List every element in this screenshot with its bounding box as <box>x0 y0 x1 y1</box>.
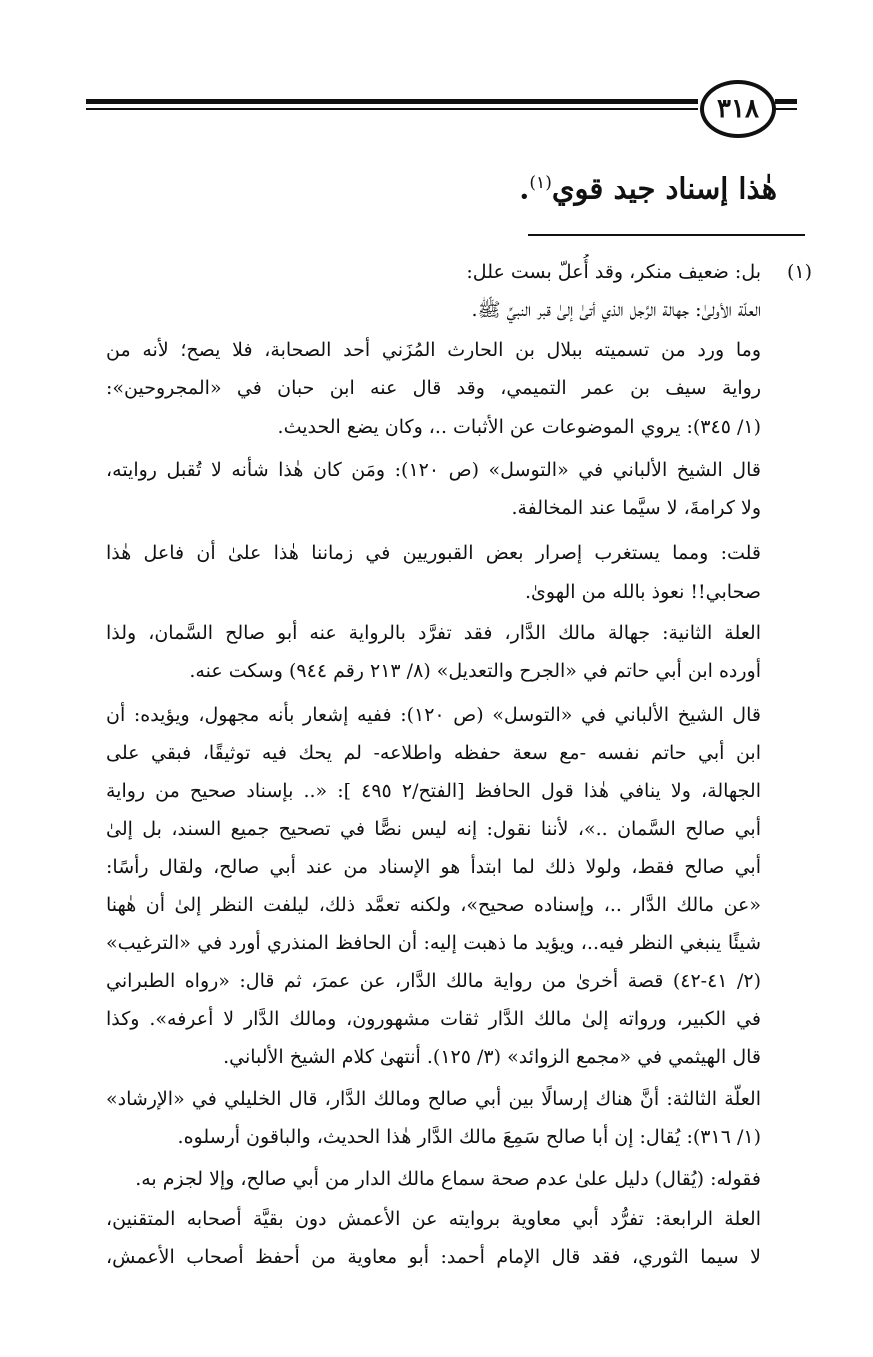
footnote-line: أبي صالح السَّمان ..»، لأننا نقول: إنه ليس نصًّا في تصحيح جميع السند، بل إلىٰ <box>106 818 761 840</box>
footnote-line: ولا كرامةَ، لا سيَّما عند المخالفة. <box>511 497 761 519</box>
main-text <box>127 155 777 217</box>
main-text-body: هٰذا إسناد جيد قوي <box>551 171 777 206</box>
footnote-line: بل: ضعيف منكر، وقد أُعلّ بست علل: <box>466 261 761 283</box>
footnote-line: العلّة الأولىٰ: جهالة الرَّجل الذي أتىٰ إلىٰ قبر النبيِّ ﷺ. <box>471 299 761 321</box>
footnote-line: الجهالة، ولا ينافي هٰذا قول الحافظ [الفتح/٢ ٤٩٥ ]: «.. بإسناد صحيح من رواية <box>106 780 761 802</box>
footnote-line: قلت: ومما يستغرب إصرار بعض القبوريين في زماننا هٰذا علىٰ أن فاعل هٰذا <box>106 542 761 564</box>
footnote-line: (١/ ٣٤٥): يروي الموضوعات عن الأثبات ..، وكان يضع الحديث. <box>277 416 761 438</box>
main-text-end: . <box>519 171 530 206</box>
footnote-line: العلة الرابعة: تفرُّد أبي معاوية بروايته عن الأعمش دون بقيَّة أصحابه المتقنين، <box>106 1208 761 1230</box>
page-number: ٣١٨ <box>700 80 776 138</box>
header-rule-thick <box>86 99 698 104</box>
footnote-line: العلّة الثالثة: أنَّ هناك إرسالًا بين أبي صالح ومالك الدَّار، قال الخليلي في «الإرشاد» <box>106 1088 761 1110</box>
footnote-line: (١/ ٣١٦): يُقال: إن أبا صالح سَمِعَ مالك الدَّار هٰذا الحديث، والباقون أرسلوه. <box>177 1126 761 1148</box>
footnote-line: في الكبير، ورواته إلىٰ مالك الدَّار ثقات مشهورون، ومالك الدَّار لا أعرفه». وكذا <box>106 1008 761 1030</box>
footnote-line: فقوله: (يُقال) دليل علىٰ عدم صحة سماع مالك الدار من أبي صالح، وإلا لجزم به. <box>135 1168 761 1190</box>
footnote-line: قال الشيخ الألباني في «التوسل» (ص ١٢٠): ففيه إشعار بأنه مجهول، ويؤيده: أن <box>106 704 761 726</box>
footnote-line: شيئًا ينبغي النظر فيه..، ويؤيد ما ذهبت إليه: أن الحافظ المنذري أورد في «الترغيب» <box>106 932 761 954</box>
header-rule-stub-thin <box>775 108 797 110</box>
footnote-line: قال الشيخ الألباني في «التوسل» (ص ١٢٠): ومَن كان هٰذا شأنه لا تُقبل روايته، <box>106 459 761 481</box>
footnote-separator <box>528 234 805 236</box>
footnote-line: (٢/ ٤١-٤٢) قصة أخرىٰ من رواية مالك الدَّار، عن عمرَ، ثم قال: «رواه الطبراني <box>106 970 761 992</box>
footnote-line: وما ورد من تسميته ببلال بن الحارث المُزَني أحد الصحابة، فلا يصح؛ لأنه من <box>106 339 761 361</box>
footnote-line: العلة الثانية: جهالة مالك الدَّار، فقد تفرَّد بالرواية عنه أبو صالح السَّمان، ولذا <box>106 622 761 644</box>
footnote-line: صحابي!! نعوذ بالله من الهوىٰ. <box>524 581 761 603</box>
footnote-number: (١) <box>786 261 812 283</box>
footnote-line: «عن مالك الدَّار ..، وإسناده صحيح»، ولكنه تعمَّد ذلك، ليلفت النظر إلىٰ أن هٰهنا <box>106 894 761 916</box>
footnote-line: قال الهيثمي في «مجمع الزوائد» (٣/ ١٢٥). أنتهىٰ كلام الشيخ الألباني. <box>223 1046 761 1068</box>
footnote-line: ابن أبي حاتم نفسه -مع سعة حفظه واطلاعه- لم يحك فيه توثيقًا، فبقي على <box>106 742 761 764</box>
footnote-line: رواية سيف بن عمر التميمي، وقد قال عنه ابن حبان في «المجروحين»: <box>106 377 761 399</box>
header-rule-stub-thick <box>775 99 797 104</box>
footnote-line: أبي صالح فقط، ولولا ذلك لما ابتدأ هو الإسناد من عند أبي صالح، ولقال رأسًا: <box>106 856 761 878</box>
footnote-reference: (١) <box>529 173 552 193</box>
footnote-line: أورده ابن أبي حاتم في «الجرح والتعديل» (٨/ ٢١٣ رقم ٩٤٤) وسكت عنه. <box>189 660 761 682</box>
header-rule-thin <box>86 108 698 110</box>
footnote-line: لا سيما الثوري، فقد قال الإمام أحمد: أبو معاوية من أحفظ أصحاب الأعمش، <box>106 1246 761 1268</box>
